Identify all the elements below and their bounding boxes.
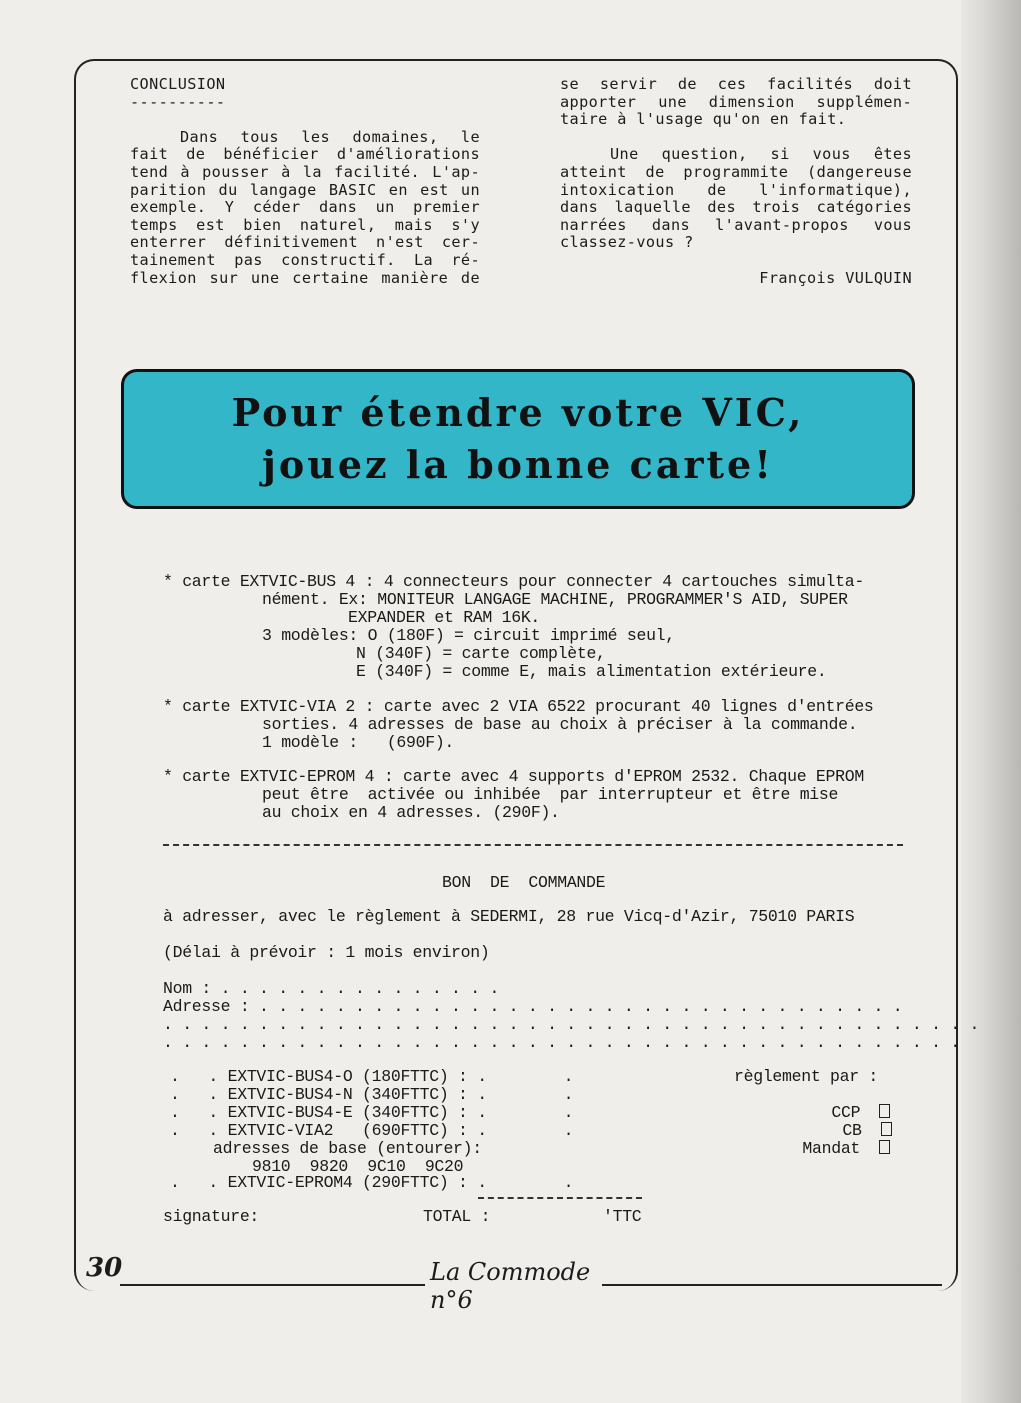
order-item-bus-n[interactable]: . . EXTVIC-BUS4-N (340FTTC) : . . (170, 1085, 574, 1104)
order-delay-line: (Délai à prévoir : 1 mois environ) (163, 943, 490, 962)
conclusion-line: temps est bien naturel, mais s'y (130, 215, 480, 234)
order-item-bus-e[interactable]: . . EXTVIC-BUS4-E (340FTTC) : . . (170, 1103, 574, 1122)
total-dashed-line (478, 1197, 642, 1199)
banner-headline-line-2: jouez la bonne carte! (262, 442, 774, 487)
conclusion-line: dans laquelle des trois catégories (560, 198, 912, 217)
product-bus-line: nément. Ex: MONITEUR LANGAGE MACHINE, PROGRAMMER'S AID, SUPER (262, 590, 848, 609)
dashed-separator (163, 844, 903, 846)
conclusion-right-column (560, 76, 912, 287)
conclusion-line: fait de bénéficier d'améliorations (130, 145, 480, 164)
conclusion-line: exemple. Y céder dans un premier (130, 198, 480, 217)
product-via-line: * carte EXTVIC-VIA 2 : carte avec 2 VIA 6522 procurant 40 lignes d'entrées (163, 697, 874, 716)
nom-field[interactable]: Nom : . . . . . . . . . . . . . . . (163, 979, 500, 998)
ad-banner (121, 369, 915, 509)
order-item-via[interactable]: . . EXTVIC-VIA2 (690FTTC) : . . (170, 1121, 574, 1140)
product-eprom-line: peut être activée ou inhibée par interrupteur et être mise (262, 785, 839, 804)
base-address-options[interactable]: 9810 9820 9C10 9C20 (252, 1157, 464, 1176)
payment-ccp-label: CCP (831, 1103, 861, 1122)
order-form-title: BON DE COMMANDE (442, 873, 606, 892)
banner-headline-line-1: Pour étendre votre VIC, (231, 390, 805, 435)
conclusion-line: tend à pousser à la facilité. L'ap- (130, 162, 480, 181)
signature-label: signature: (163, 1207, 260, 1226)
product-bus-models-line: E (340F) = comme E, mais alimentation extérieure. (356, 662, 827, 681)
conclusion-line: parition du langage BASIC en est un (130, 180, 480, 199)
base-address-label: adresses de base (entourer): (213, 1139, 482, 1158)
product-bus-models-line: 3 modèles: O (180F) = circuit imprimé seul, (262, 626, 675, 645)
conclusion-line: flexion sur une certaine manière de (130, 268, 480, 287)
conclusion-line: tainement pas constructif. La ré- (130, 250, 480, 269)
product-bus-line: * carte EXTVIC-BUS 4 : 4 connecteurs pour connecter 4 cartouches simulta- (163, 572, 864, 591)
conclusion-line: enterrer définitivement n'est cer- (130, 233, 480, 252)
conclusion-line: taire à l'usage qu'on en fait. (560, 110, 847, 129)
product-bus-models-line: N (340F) = carte complète, (356, 644, 606, 663)
order-item-bus-o[interactable]: . . EXTVIC-BUS4-O (180FTTC) : . . (170, 1067, 574, 1086)
adresse-continuation-field[interactable]: . . . . . . . . . . . . . . . . . . . . . . . . . . . . . . . . . . . . . . . . . . . (163, 1015, 980, 1034)
spacer (560, 252, 912, 270)
conclusion-line: intoxication de l'informatique), (560, 180, 912, 199)
author-signature: François VULQUIN (759, 268, 912, 287)
ttc-label: 'TTC (603, 1207, 642, 1226)
conclusion-line: se servir de ces facilités doit (560, 75, 912, 93)
spacer (130, 111, 480, 129)
frame-bottom-rule-left (120, 1284, 425, 1286)
payment-label: règlement par : (734, 1067, 879, 1086)
conclusion-heading-underline: ---------- (130, 92, 226, 111)
product-eprom-line: * carte EXTVIC-EPROM 4 : carte avec 4 supports d'EPROM 2532. Chaque EPROM (163, 767, 864, 786)
page-number: 30 (86, 1253, 123, 1283)
page-spine-shadow (961, 0, 1021, 1403)
conclusion-line: Une question, si vous êtes (610, 145, 912, 164)
adresse-continuation-field[interactable]: . . . . . . . . . . . . . . . . . . . . . . . . . . . . . . . . . . . . . . . . . . (163, 1033, 960, 1052)
conclusion-line: classez-vous ? (560, 233, 694, 252)
payment-mandat-label: Mandat (802, 1139, 861, 1158)
order-item-eprom[interactable]: . . EXTVIC-EPROM4 (290FTTC) : . . (170, 1173, 574, 1192)
product-via-line: sorties. 4 adresses de base au choix à préciser à la commande. (262, 715, 858, 734)
payment-option-mandat[interactable] (764, 1122, 890, 1176)
spacer (560, 129, 912, 147)
magazine-name: La Commode n°6 (430, 1258, 591, 1314)
product-eprom-line: au choix en 4 adresses. (290F). (262, 803, 560, 822)
checkbox-icon[interactable] (879, 1140, 890, 1154)
conclusion-line: atteint de programmite (dangereuse (560, 162, 912, 181)
order-address-line: à adresser, avec le règlement à SEDERMI, 28 rue Vicq-d'Azir, 75010 PARIS (163, 907, 855, 926)
conclusion-heading: CONCLUSION (130, 75, 226, 93)
frame-bottom-rule-right (602, 1284, 942, 1286)
product-bus-line: EXPANDER et RAM 16K. (348, 608, 541, 627)
total-label: TOTAL : (423, 1207, 491, 1226)
conclusion-line: Dans tous les domaines, le (180, 127, 480, 146)
adresse-field[interactable]: Adresse : . . . . . . . . . . . . . . . . . . . . . . . . . . . . . . . . . . (163, 997, 903, 1016)
conclusion-left-column (130, 76, 480, 287)
conclusion-line: narrées dans l'avant-propos vous (560, 215, 912, 234)
conclusion-line: apporter une dimension supplémen- (560, 92, 912, 111)
payment-cb-label: CB (842, 1121, 862, 1140)
product-via-line: 1 modèle : (690F). (262, 733, 455, 752)
